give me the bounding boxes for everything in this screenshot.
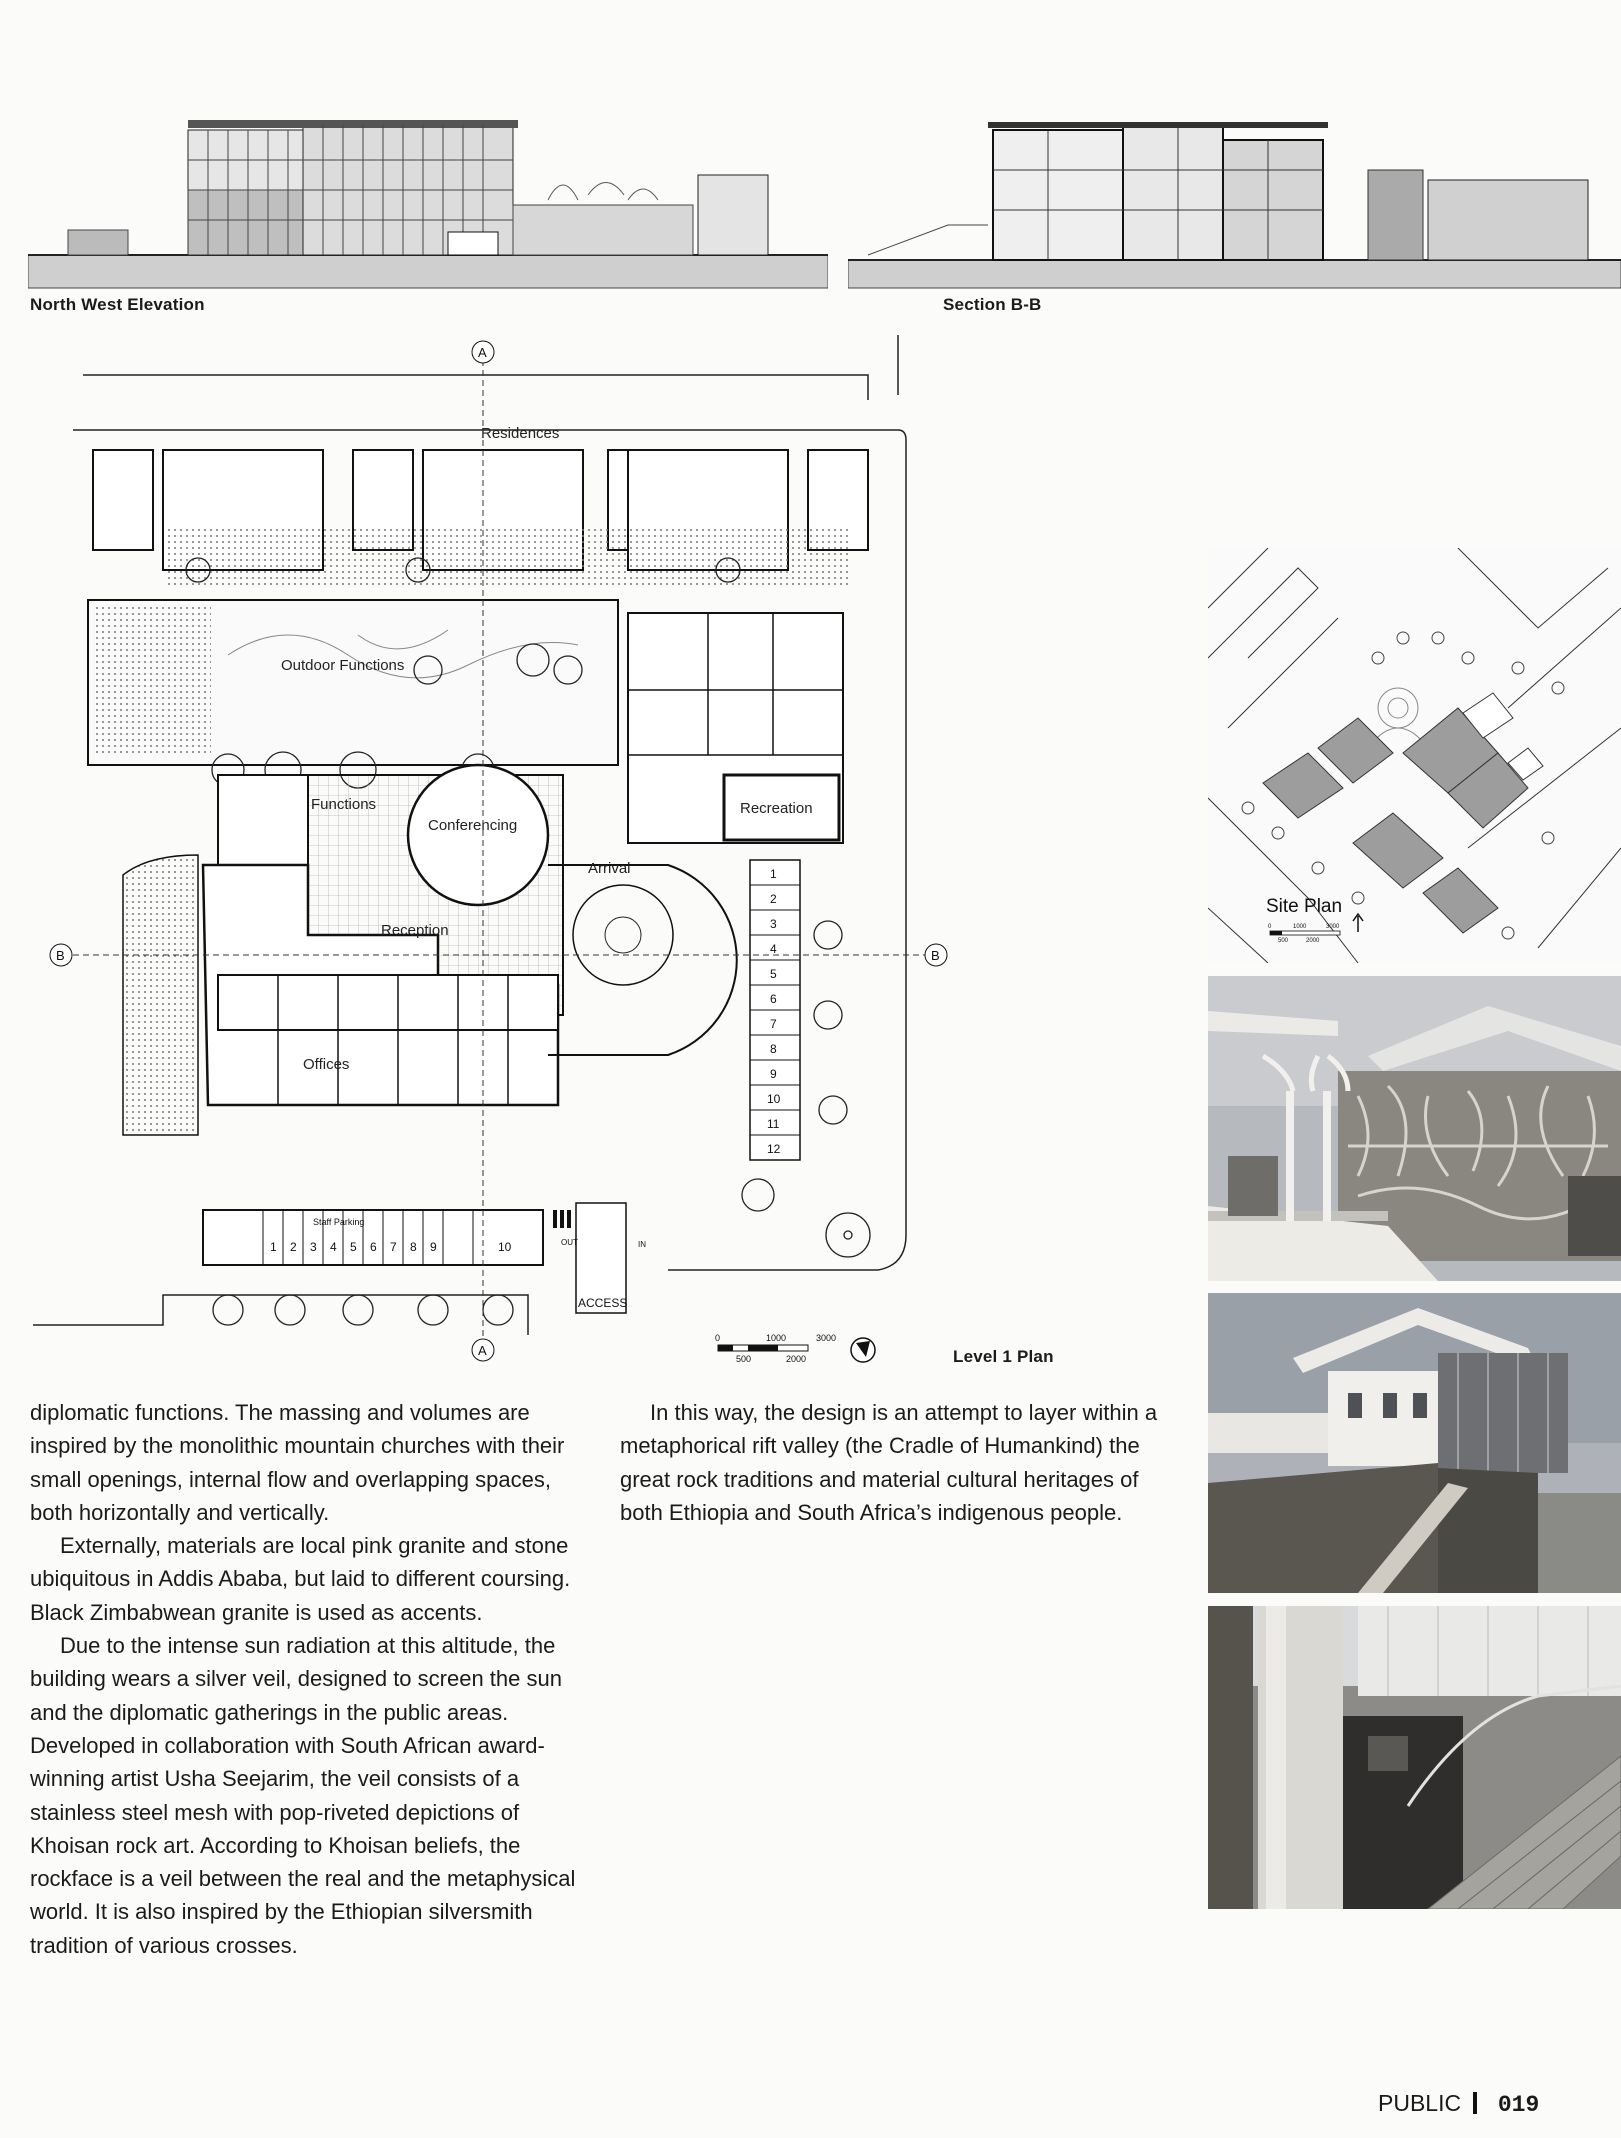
north-west-elevation-drawing (28, 100, 828, 290)
site-scale-500: 500 (1278, 938, 1289, 944)
offices-label: Offices (303, 1056, 350, 1073)
scale-500: 500 (736, 1354, 752, 1364)
staff-bay-6: 6 (370, 1240, 377, 1254)
page-footer (1378, 2090, 1539, 2118)
site-scale-3000: 3000 (1326, 924, 1340, 930)
staff-bay-5: 5 (350, 1240, 357, 1254)
conferencing-label: Conferencing (428, 817, 518, 834)
visitor-bay-10: 10 (767, 1092, 781, 1106)
reception-label: Reception (381, 922, 449, 939)
in-label: IN (638, 1240, 646, 1249)
photo-entrance-stair (1208, 1606, 1621, 1909)
scale-3000: 3000 (816, 1333, 837, 1343)
visitor-bay-12: 12 (767, 1142, 781, 1156)
visitor-bay-7: 7 (770, 1017, 777, 1031)
body-right-column (620, 1396, 1180, 1529)
visitor-bay-4: 4 (770, 942, 777, 956)
scale-2000: 2000 (786, 1354, 807, 1364)
level-1-plan-caption: Level 1 Plan (953, 1347, 1054, 1366)
grid-marker-b-left-text: B (56, 948, 65, 963)
visitor-bay-5: 5 (770, 967, 777, 981)
staff-bay-7: 7 (390, 1240, 397, 1254)
north-arrow-icon (851, 1338, 875, 1362)
recreation-label: Recreation (740, 800, 813, 817)
staff-parking-label: Staff Parking (313, 1217, 365, 1227)
out-label: OUT (561, 1238, 578, 1247)
visitor-bay-6: 6 (770, 992, 777, 1006)
body-left-column (30, 1396, 597, 1962)
staff-bay-3: 3 (310, 1240, 317, 1254)
staff-bay-10: 10 (498, 1240, 512, 1254)
site-plan-drawing (1208, 548, 1621, 963)
scale-1000: 1000 (766, 1333, 787, 1343)
staff-bay-1: 1 (270, 1240, 277, 1254)
site-scale-2000: 2000 (1306, 938, 1320, 944)
body-right-paragraph: In this way, the design is an attempt to layer within a metaphorical rift valley (the Cradle of Humankind) the great rock traditions and material cultural heritages of both Ethiopia and South Africa’s indigenous people. (620, 1400, 1158, 1525)
footer-section: PUBLIC (1378, 2090, 1462, 2116)
functions-label: Functions (311, 796, 377, 813)
visitor-bay-11: 11 (767, 1117, 780, 1131)
arrival-label: Arrival (588, 860, 631, 877)
visitor-bay-1: 1 (770, 867, 777, 881)
site-scale-1000: 1000 (1293, 924, 1307, 930)
body-left-paragraph-2: Externally, materials are local pink granite and stone ubiquitous in Addis Ababa, but laid to different coursing. Black Zimbabwean granite is used as accents. (30, 1533, 571, 1625)
grid-marker-a-top-text: A (478, 345, 487, 360)
staff-bay-8: 8 (410, 1240, 417, 1254)
visitor-bay-8: 8 (770, 1042, 777, 1056)
outdoor-functions-label: Outdoor Functions (281, 657, 405, 674)
plan-scale-bar (715, 1333, 836, 1364)
grid-marker-b-right-text: B (931, 948, 940, 963)
visitor-bay-9: 9 (770, 1067, 777, 1081)
section-bb-caption: Section B-B (943, 295, 1042, 314)
body-left-paragraph-3: Due to the intense sun radiation at this altitude, the building wears a silver veil, designed to screen the sun and the diplomatic gatherings in the public areas. Developed in collaboration with South African award-winning artist Usha Seejarim, the veil consists of a stainless steel mesh with pop-riveted depictions of Khoisan rock art. According to Khoisan beliefs, the rockface is a veil between the real and the metaphysical world. It is also inspired by the Ethiopian silversmith tradition of various crosses. (30, 1633, 576, 1958)
staff-bay-2: 2 (290, 1240, 297, 1254)
visitor-bay-2: 2 (770, 892, 777, 906)
photo-residence (1208, 1293, 1621, 1593)
site-scale-0: 0 (1268, 924, 1272, 930)
body-left-paragraph-1: diplomatic functions. The massing and volumes are inspired by the monolithic mountain churches with their small openings, internal flow and overlapping spaces, both horizontally and vertically. (30, 1400, 565, 1525)
grid-marker-a-bottom-text: A (478, 1343, 487, 1358)
level-1-plan-drawing (28, 335, 968, 1375)
visitor-bay-3: 3 (770, 917, 777, 931)
north-west-elevation-caption: North West Elevation (30, 295, 205, 314)
site-plan-caption: Site Plan (1266, 896, 1343, 917)
residences-label: Residences (481, 425, 560, 442)
scale-0: 0 (715, 1333, 721, 1343)
access-label: ACCESS (578, 1296, 628, 1310)
photo-veil-facade (1208, 976, 1621, 1281)
page-number: 019 (1497, 2092, 1540, 2118)
footer-divider (1473, 2092, 1477, 2114)
section-bb-drawing (848, 100, 1621, 290)
staff-bay-9: 9 (430, 1240, 437, 1254)
staff-bay-4: 4 (330, 1240, 337, 1254)
